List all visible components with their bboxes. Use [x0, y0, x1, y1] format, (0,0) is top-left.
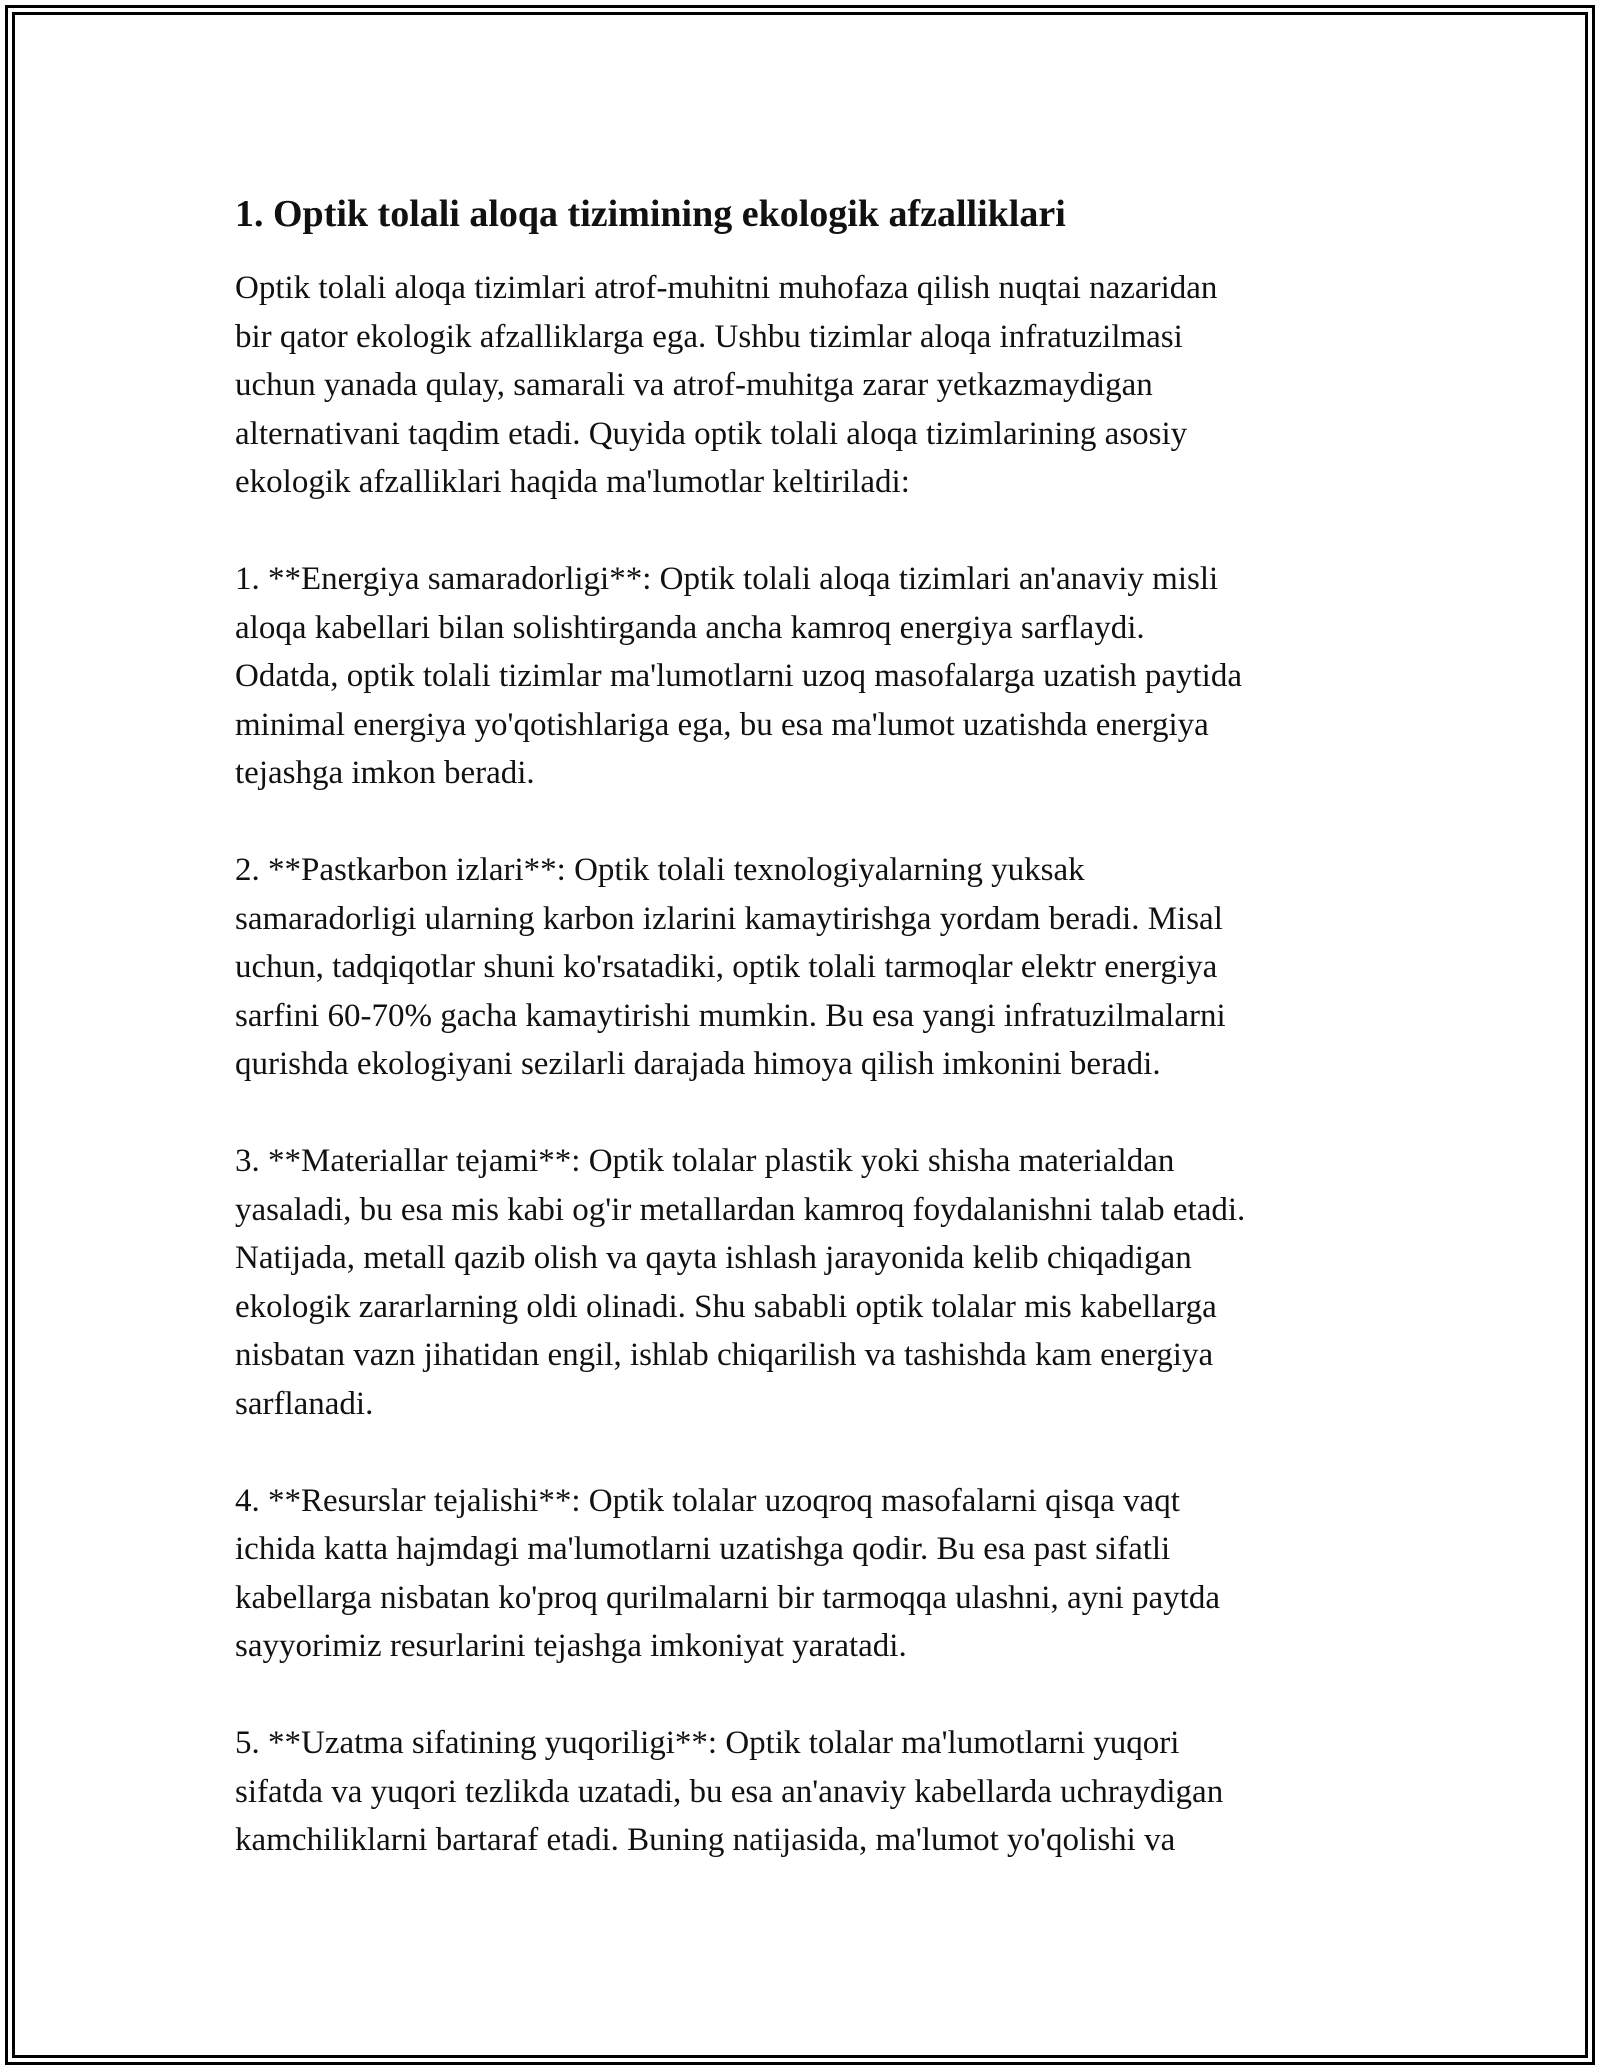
list-item-transmission-quality: 5. **Uzatma sifatining yuqoriligi**: Optik tolalar ma'lumotlarni yuqori sifatda va yuqori tezlikda uzatadi, bu esa an'anaviy kabellarda uchraydigan kamchiliklarni bartaraf etadi. Buning natijasida, ma'lumot yo'qolishi va [235, 1725, 1224, 1858]
intro-paragraph: Optik tolali aloqa tizimlari atrof-muhitni muhofaza qilish nuqtai nazaridan bir qator ekologik afzalliklarga ega. Ushbu tizimlar aloqa infratuzilmasi uchun yanada qulay, samarali va atrof-muhitga zarar yetkazmaydigan alternativani taqdim etadi. Quyida optik tolali aloqa tizimlarining asosiy ekologik afzalliklari haqida ma'lumotlar keltiriladi: [235, 270, 1218, 500]
document-body [235, 190, 1370, 1913]
list-item-resource-savings: 4. **Resurslar tejalishi**: Optik tolalar uzoqroq masofalarni qisqa vaqt ichida katta hajmdagi ma'lumotlarni uzatishga qodir. Bu esa past sifatli kabellarga nisbatan ko'proq qurilmalarni bir tarmoqqa ulashni, ayni paytda sayyorimiz resurlarini tejashga imkoniyat yaratadi. [235, 1482, 1220, 1664]
page-title: 1. Optik tolali aloqa tizimining ekologik afzalliklari [235, 193, 1066, 235]
list-item-energy-efficiency: 1. **Energiya samaradorligi**: Optik tolali aloqa tizimlari an'anaviy misli aloqa kabellari bilan solishtirganda ancha kamroq energiya sarflaydi. Odatda, optik tolali tizimlar ma'lumotlarni uzoq masofalarga uzatish paytida minimal energiya yo'qotishlariga ega, bu esa ma'lumot uzatishda energiya tejashga imkon beradi. [235, 561, 1242, 791]
list-item-material-savings: 3. **Materiallar tejami**: Optik tolalar plastik yoki shisha materialdan yasaladi, bu esa mis kabi og'ir metallardan kamroq foydalanishni talab etadi. Natijada, metall qazib olish va qayta ishlash jarayonida kelib chiqadigan ekologik zararlarning oldi olinadi. Shu sababli optik tolalar mis kabellarga nisbatan vazn jihatidan engil, ishlab chiqarilish va tashishda kam energiya sarflanadi. [235, 1143, 1246, 1422]
list-item-low-carbon: 2. **Pastkarbon izlari**: Optik tolali texnologiyalarning yuksak samaradorligi ularning karbon izlarini kamaytirishga yordam beradi. Misal uchun, tadqiqotlar shuni ko'rsatadiki, optik tolali tarmoqlar elektr energiya sarfini 60-70% gacha kamaytirishi mumkin. Bu esa yangi infratuzilmalarni qurishda ekologiyani sezilarli darajada himoya qilish imkonini beradi. [235, 852, 1226, 1082]
